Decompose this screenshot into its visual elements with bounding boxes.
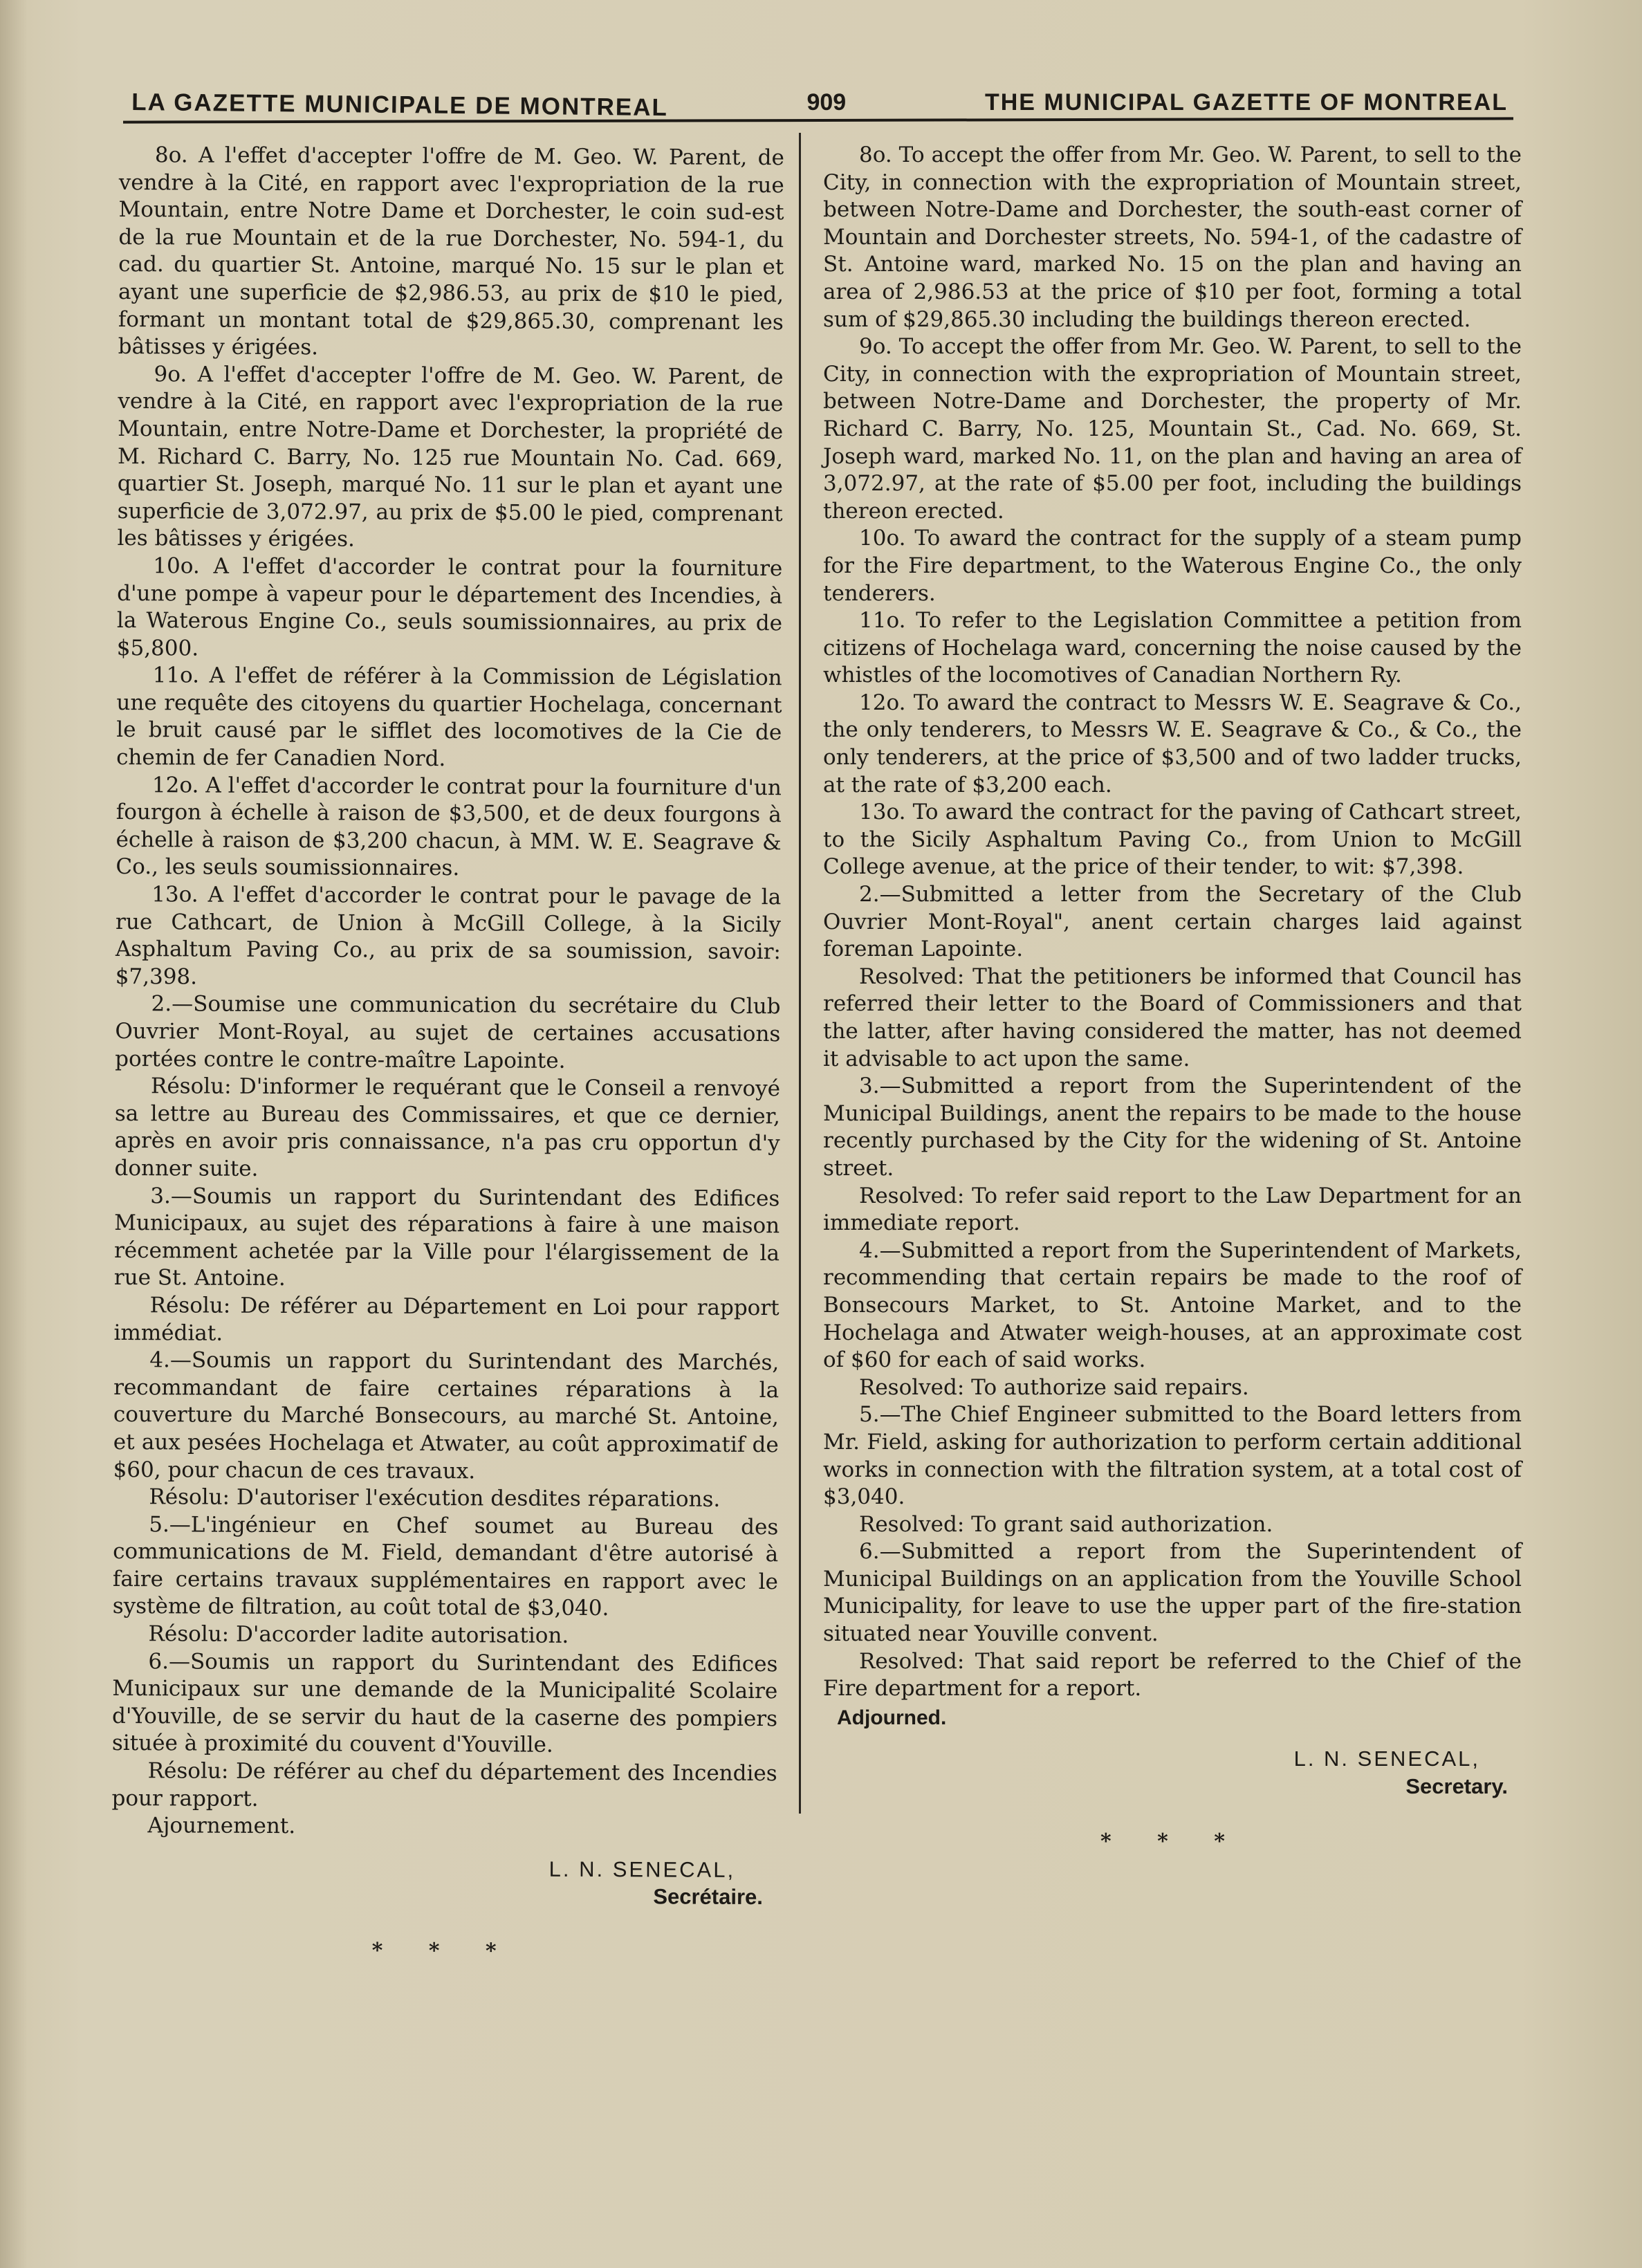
- english-paragraph: 13o. To award the contract for the paving of Cathcart street, to the Sicily Asphaltum Paving Co., from Union to McGill College avenue, at the price of their tender, to wit: $7,398.: [823, 800, 1522, 880]
- english-signature-title: Secretary.: [1405, 1774, 1508, 1799]
- english-paragraph: Resolved: To grant said authorization.: [859, 1511, 1273, 1537]
- english-paragraph: Resolved: That said report be referred to the Chief of the Fire department for a report.: [823, 1648, 1522, 1702]
- english-paragraph: 12o. To award the contract to Messrs W. E. Seagrave & Co., the only tenderers, to Messrs W. E. Seagrave & Co., & Co., the only tenderers, at the price of $3,500 and of two ladder trucks, at the rate of $3,200 each.: [823, 690, 1522, 798]
- english-paragraph: 6.—Submitted a report from the Superintendent of Municipal Buildings on an application from the Youville School Municipality, for leave to use the upper part of the fire-station situated near Youville convent.: [823, 1539, 1522, 1647]
- english-paragraph: 10o. To award the contract for the supply of a steam pump for the Fire department, to the Waterous Engine Co., the only tenderers.: [823, 526, 1522, 606]
- french-paragraph: 6.—Soumis un rapport du Surintendant des Edifices Municipaux sur une demande de la Municipalité Scolaire d'Youville, de se servir du haut de la caserne des pompiers située à proximité du couvent d'Youville.: [111, 1648, 778, 1758]
- english-paragraph: Resolved: To authorize said repairs.: [859, 1374, 1249, 1400]
- english-paragraph: 11o. To refer to the Legislation Committee a petition from citizens of Hochelaga ward, concerning the noise caused by the whistles of the locomotives of Canadian Northern Ry.: [823, 608, 1522, 688]
- english-paragraph: 3.—Submitted a report from the Superintendent of the Municipal Buildings, anent the repairs to be made to the house recently purchased by the City for the widening of St. Antoine street.: [823, 1073, 1522, 1181]
- french-signature: [111, 1854, 777, 1911]
- french-signature-title: Secrétaire.: [653, 1884, 764, 1910]
- english-paragraph: Resolved: To refer said report to the Law Department for an immediate report.: [823, 1183, 1522, 1236]
- french-paragraph: Résolu: D'informer le requérant que le Conseil a renvoyé sa lettre au Bureau des Commissaires, et que ce dernier, après en avoir pris connaissance, n'a pas cru opportun d'y donner suite.: [114, 1073, 781, 1181]
- french-column: [111, 142, 784, 1966]
- page-header: [131, 75, 1508, 122]
- french-paragraph: 13o. A l'effet d'accorder le contrat pour le pavage de la rue Cathcart, de Union à McGill College, à la Sicily Asphaltum Paving Co., au prix de sa soumission, savoir: $7,398.: [115, 882, 782, 990]
- french-paragraph: Résolu: D'autoriser l'exécution desdites réparations.: [149, 1484, 721, 1512]
- english-signature-name: L. N. SENECAL,: [1293, 1746, 1480, 1771]
- french-paragraph: 3.—Soumis un rapport du Surintendant des Edifices Municipaux, au sujet des réparations à faire à une maison récemment achetée par la Ville pour l'élargissement de la rue St. Antoine.: [113, 1183, 780, 1291]
- french-paragraph: 12o. A l'effet d'accorder le contrat pour la fourniture d'un fourgon à échelle à raison de $3,500, et de deux fourgons à échelle à raison de $3,200 chacun, à MM. W. E. Seagrave & Co., les seuls soumissionnaires.: [116, 772, 782, 881]
- french-paragraph: 2.—Soumise une communication du secrétaire du Club Ouvrier Mont-Royal, au sujet de certaines accusations portées contre le contre-maître Lapointe.: [115, 991, 781, 1073]
- french-paragraph: 4.—Soumis un rapport du Surintendant des Marchés, recommandant de faire certaines réparations à la couverture du Marché Bonsecours, au marché St. Antoine, et aux pesées Hochelaga et Atwater, au coût approximatif de $60, pour chacun de ces travaux.: [113, 1347, 780, 1484]
- english-paragraph: 9o. To accept the offer from Mr. Geo. W. Parent, to sell to the City, in connection with the expropriation of Mountain street, between Notre-Dame and Dorchester, the property of Mr. Richard C. Barry, No. 125, Mountain St., Cad. No. 669, St. Joseph ward, marked No. 11, on the plan and having an area of 3,072.97, at the rate of $5.00 per foot, including the buildings thereon erected.: [823, 334, 1522, 524]
- french-paragraph: Résolu: De référer au chef du département des Incendies pour rapport.: [111, 1758, 777, 1811]
- english-column: [823, 142, 1522, 1855]
- french-ornament: * * *: [371, 1938, 516, 1964]
- french-paragraph: Ajournement.: [147, 1813, 296, 1839]
- french-paragraph: Résolu: D'accorder ladite autorisation.: [148, 1621, 569, 1648]
- french-paragraph: Résolu: De référer au Département en Loi pour rapport immédiat.: [113, 1293, 780, 1346]
- french-paragraph: 8o. A l'effet d'accepter l'offre de M. Geo. W. Parent, de vendre à la Cité, en rapport avec l'expropriation de la rue Mountain, entre Notre Dame et Dorchester, le coin sud-est de la rue Mountain et de la rue Dorchester, No. 594-1, du cad. du quartier St. Antoine, marqué No. 15 sur le plan et ayant une superficie de $2,986.53, au prix de $10 le pied, formant un montant total de $29,865.30, comprenant les bâtisses y érigées.: [118, 142, 784, 360]
- english-paragraph: 5.—The Chief Engineer submitted to the Board letters from Mr. Field, asking for authorization to perform certain additional works in connection with the filtration system, at a total cost of $3,040.: [823, 1402, 1522, 1510]
- english-paragraph: 2.—Submitted a letter from the Secretary of the Club Ouvrier Mont-Royal", anent certain charges laid against foreman Lapointe.: [823, 882, 1522, 962]
- english-paragraph: 8o. To accept the offer from Mr. Geo. W. Parent, to sell to the City, in connection with the expropriation of Mountain street, between Notre-Dame and Dorchester, the south-east corner of Mountain and Dorchester streets, No. 594-1, of the cadastre of St. Antoine ward, marked No. 15 on the plan and having an area of 2,986.53 at the price of $10 per foot, forming a total sum of $29,865.30 including the buildings thereon erected.: [823, 142, 1522, 332]
- adjourned-label: Adjourned.: [837, 1706, 947, 1729]
- french-paragraph: 9o. A l'effet d'accepter l'offre de M. Geo. W. Parent, de vendre à la Cité, en rapport avec l'expropriation de la rue Mountain, entre Notre-Dame et Dorchester, la propriété de M. Richard C. Barry, No. 125 rue Mountain No. Cad. 669, quartier St. Joseph, marqué No. 11 sur le plan et ayant une superficie de 3,072.97, au prix de $5.00 le pied, comprenant les bâtisses y érigées.: [117, 361, 784, 552]
- french-paragraph: 5.—L'ingénieur en Chef soumet au Bureau des communications de M. Field, demandant d'être autorisé à faire certains travaux supplémentaires en rapport avec le système de filtration, au coût total de $3,040.: [112, 1511, 779, 1621]
- header-french-title: LA GAZETTE MUNICIPALE DE MONTREAL: [131, 89, 669, 122]
- english-paragraph: 4.—Submitted a report from the Superintendent of Markets, recommending that certain repairs be made to the roof of Bonsecours Market, to St. Antoine Market, and to the Hochelaga and Atwater weigh-houses, at an approximate cost of $60 for each of said works.: [823, 1237, 1522, 1373]
- page-number: 909: [806, 89, 847, 116]
- french-paragraph: 10o. A l'effet d'accorder le contrat pour la fourniture d'une pompe à vapeur pour le département des Incendies, à la Waterous Engine Co., seuls soumissionnaires, au prix de $5,800.: [116, 553, 783, 661]
- french-signature-name: L. N. SENECAL,: [548, 1856, 736, 1882]
- english-ornament: * * *: [1100, 1829, 1244, 1854]
- header-english-title: THE MUNICIPAL GAZETTE OF MONTREAL: [984, 89, 1508, 116]
- french-paragraph: 11o. A l'effet de référer à la Commission de Législation une requête des citoyens du quartier Hochelaga, concernant le bruit causé par le sifflet des locomotives de la Cie de chemin de fer Canadien Nord.: [116, 663, 782, 772]
- english-paragraph: Resolved: That the petitioners be informed that Council has referred their letter to the Board of Commissioners and that the latter, after having considered the matter, has not deemed it advisable to act upon the same.: [823, 964, 1522, 1071]
- english-signature: [823, 1745, 1522, 1800]
- column-divider: [799, 133, 801, 1814]
